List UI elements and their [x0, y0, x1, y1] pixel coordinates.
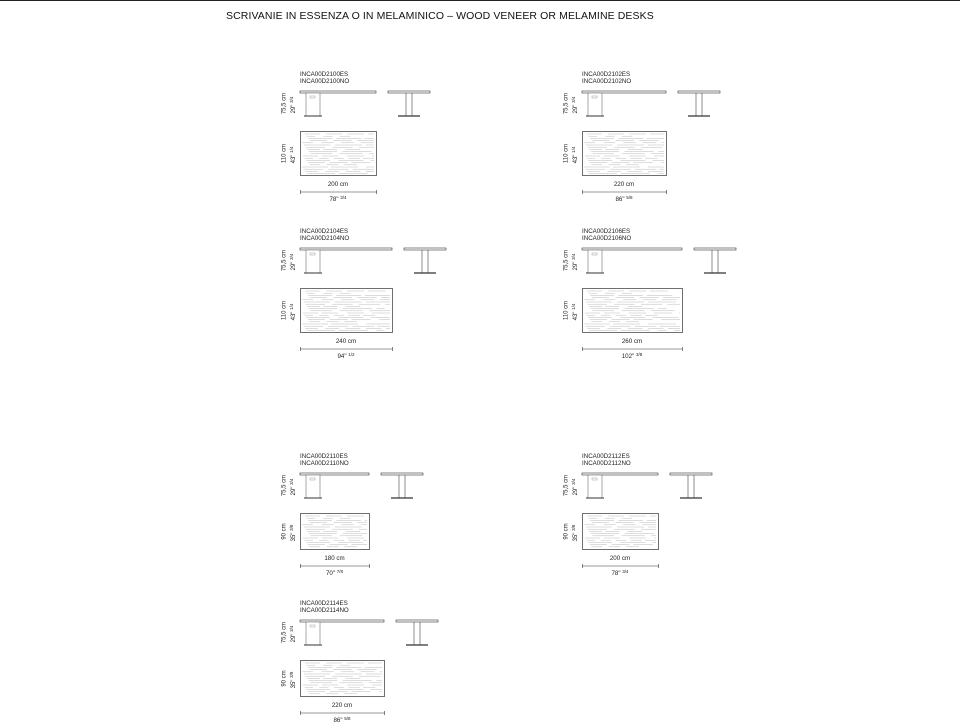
front-elevation	[300, 473, 379, 507]
length-cm-label: 220 cm	[613, 181, 635, 188]
front-elevation	[300, 620, 394, 654]
front-elevation	[300, 91, 386, 125]
depth-inch-label: 35" $^{3/8}$	[289, 671, 297, 689]
length-inch-label: 78" $^{3/4}$	[329, 195, 347, 203]
side-top	[388, 91, 430, 93]
depth-inch-label: 43" $^{1/4}$	[289, 146, 297, 164]
length-cm-label: 240 cm	[335, 338, 357, 345]
plan-outline	[301, 289, 393, 333]
height-inch-label: 29" $^{3/4}$	[289, 96, 297, 114]
code-wood-veneer: INCA00D2106ES	[582, 228, 631, 235]
code-wood-veneer: INCA00D2102ES	[582, 71, 631, 78]
desk-leg	[588, 93, 602, 116]
product-codes	[300, 229, 349, 242]
height-cm-label: 75,5 cm	[281, 92, 288, 115]
desk-leg	[306, 93, 320, 116]
code-melamine: INCA00D2100NO	[300, 77, 350, 85]
side-top	[694, 248, 736, 250]
height-cm-label: 75,5 cm	[563, 249, 570, 272]
code-wood-veneer: INCA00D2110ES	[300, 453, 348, 460]
depth-cm-label: 110 cm	[563, 143, 570, 164]
code-melamine: INCA00D2106NO	[582, 234, 632, 242]
plan-view	[300, 288, 394, 334]
front-elevation	[300, 248, 402, 282]
plan-view	[300, 513, 371, 551]
code-wood-veneer: INCA00D2100ES	[300, 71, 349, 78]
top-rule	[0, 0, 960, 1]
depth-cm-label: 110 cm	[281, 143, 288, 164]
height-cm-label: 75,5 cm	[281, 621, 288, 644]
plan-view	[582, 513, 660, 551]
length-inch-label: 86" $^{5/8}$	[615, 195, 633, 203]
product-codes	[582, 229, 631, 242]
plan-outline	[583, 289, 683, 333]
height-cm-label: 75,5 cm	[563, 92, 570, 115]
plan-outline	[301, 132, 377, 176]
product-codes	[300, 72, 349, 85]
front-elevation	[582, 473, 668, 507]
depth-inch-label: 35" $^{3/8}$	[571, 524, 579, 542]
length-inch-label: 102" $^{3/8}$	[621, 352, 643, 360]
length-cm-label: 180 cm	[324, 555, 345, 562]
height-inch-label: 29" $^{3/4}$	[571, 478, 579, 496]
depth-inch-label: 43" $^{1/4}$	[571, 303, 579, 321]
side-elevation	[396, 620, 442, 654]
side-elevation	[404, 248, 450, 282]
side-top	[404, 248, 446, 250]
desk-top	[300, 620, 384, 622]
depth-inch-label: 43" $^{1/4}$	[571, 146, 579, 164]
desk-top	[300, 248, 392, 250]
length-cm-label: 260 cm	[621, 338, 643, 345]
depth-cm-label: 110 cm	[563, 300, 570, 321]
length-cm-label: 200 cm	[609, 555, 631, 562]
length-inch-label: 94" $^{1/2}$	[337, 352, 355, 360]
product-codes	[582, 72, 631, 85]
height-cm-label: 75,5 cm	[563, 474, 570, 497]
desk-leg	[306, 622, 320, 645]
plan-view	[582, 131, 668, 177]
front-elevation	[582, 248, 692, 282]
side-top	[381, 473, 423, 475]
depth-cm-label: 90 cm	[563, 523, 570, 540]
desk-leg	[588, 250, 602, 273]
depth-cm-label: 90 cm	[281, 523, 288, 540]
length-cm-label: 220 cm	[331, 702, 353, 709]
side-elevation	[678, 91, 724, 125]
desk-leg	[306, 475, 320, 498]
desk-top	[582, 473, 658, 475]
code-wood-veneer: INCA00D2112ES	[582, 453, 630, 460]
depth-cm-label: 110 cm	[281, 300, 288, 321]
side-elevation	[381, 473, 427, 507]
length-inch-label: 70" $^{7/8}$	[325, 569, 344, 577]
front-elevation	[582, 91, 676, 125]
code-melamine: INCA00D2110NO	[300, 459, 349, 467]
code-wood-veneer: INCA00D2114ES	[300, 600, 348, 607]
side-elevation	[694, 248, 740, 282]
plan-view	[300, 131, 378, 177]
height-inch-label: 29" $^{3/4}$	[289, 625, 297, 643]
desk-top	[300, 91, 376, 93]
height-inch-label: 29" $^{3/4}$	[289, 253, 297, 271]
desk-leg	[588, 475, 602, 498]
desk-leg	[306, 250, 320, 273]
side-elevation	[388, 91, 434, 125]
length-cm-label: 200 cm	[327, 181, 349, 188]
plan-view	[582, 288, 684, 334]
code-melamine: INCA00D2104NO	[300, 234, 350, 242]
plan-view	[300, 660, 386, 698]
product-codes	[300, 601, 349, 614]
height-inch-label: 29" $^{3/4}$	[289, 478, 297, 496]
page-title: SCRIVANIE IN ESSENZA O IN MELAMINICO – WOOD VENEER OR MELAMINE DESKS	[226, 10, 654, 22]
height-cm-label: 75,5 cm	[281, 474, 288, 497]
depth-inch-label: 43" $^{1/4}$	[289, 303, 297, 321]
product-codes	[300, 454, 349, 467]
side-top	[670, 473, 712, 475]
depth-cm-label: 90 cm	[281, 670, 288, 687]
side-top	[396, 620, 438, 622]
code-melamine: INCA00D2114NO	[300, 606, 349, 614]
plan-outline	[583, 132, 667, 176]
height-inch-label: 29" $^{3/4}$	[571, 253, 579, 271]
side-elevation	[670, 473, 716, 507]
height-cm-label: 75,5 cm	[281, 249, 288, 272]
desk-top	[582, 91, 666, 93]
desk-top	[582, 248, 682, 250]
code-wood-veneer: INCA00D2104ES	[300, 228, 349, 235]
desk-top	[300, 473, 369, 475]
length-inch-label: 86" $^{5/8}$	[333, 716, 351, 724]
code-melamine: INCA00D2102NO	[582, 77, 632, 85]
side-top	[678, 91, 720, 93]
length-inch-label: 78" $^{3/4}$	[611, 569, 629, 577]
height-inch-label: 29" $^{3/4}$	[571, 96, 579, 114]
depth-inch-label: 35" $^{3/8}$	[289, 524, 297, 542]
product-codes	[582, 454, 631, 467]
code-melamine: INCA00D2112NO	[582, 459, 631, 467]
